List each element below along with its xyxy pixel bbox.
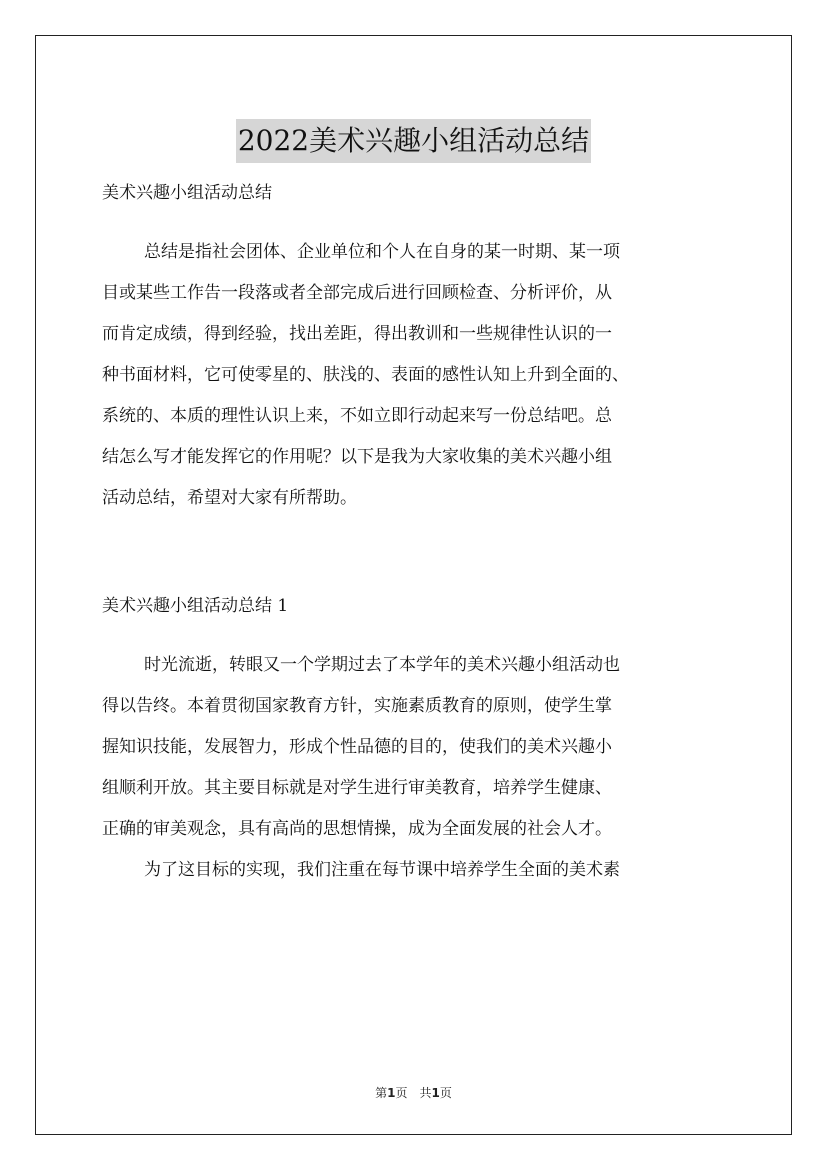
text-line: 总结是指社会团体、企业单位和个人在自身的某一时期、某一项 — [144, 242, 620, 262]
text-line: 目或某些工作告一段落或者全部完成后进行回顾检查、分析评价，从 — [102, 283, 612, 303]
page-label-mid: 页 共 — [395, 1086, 432, 1100]
document-title: 2022美术兴趣小组活动总结 — [236, 119, 591, 163]
text-line: 组顺利开放。其主要目标就是对学生进行审美教育，培养学生健康、 — [102, 778, 612, 798]
document-body — [102, 178, 742, 891]
page-total: 1 — [431, 1086, 440, 1100]
page-number: 1 — [387, 1086, 396, 1100]
text-line: 为了这目标的实现，我们注重在每节课中培养学生全面的美术素 — [144, 860, 620, 880]
text-line: 正确的审美观念，具有高尚的思想情操，成为全面发展的社会人才。 — [102, 819, 612, 839]
intro-heading: 美术兴趣小组活动总结 — [102, 183, 272, 203]
text-line: 系统的、本质的理性认识上来，不如立即行动起来写一份总结吧。总 — [102, 406, 612, 426]
text-line: 而肯定成绩，得到经验，找出差距，得出教训和一些规律性认识的一 — [102, 324, 612, 344]
page-footer — [0, 1084, 827, 1101]
page-label-suffix: 页 — [439, 1086, 452, 1100]
section-1-paragraph-2 — [102, 850, 742, 891]
text-line: 得以告终。本着贯彻国家教育方针，实施素质教育的原则，使学生掌 — [102, 696, 612, 716]
section-1-heading: 美术兴趣小组活动总结 1 — [102, 596, 289, 616]
text-line: 结怎么写才能发挥它的作用呢？以下是我为大家收集的美术兴趣小组 — [102, 447, 612, 467]
intro-paragraph — [102, 232, 742, 519]
text-line: 种书面材料，它可使零星的、肤浅的、表面的感性认知上升到全面的、 — [102, 365, 629, 385]
section-1-paragraph-1 — [102, 645, 742, 850]
title-container — [0, 100, 827, 182]
text-line: 握知识技能，发展智力，形成个性品德的目的，使我们的美术兴趣小 — [102, 737, 612, 757]
text-line: 时光流逝，转眼又一个学期过去了本学年的美术兴趣小组活动也 — [144, 655, 620, 675]
page-label-prefix: 第 — [375, 1086, 388, 1100]
text-line: 活动总结，希望对大家有所帮助。 — [102, 488, 357, 508]
